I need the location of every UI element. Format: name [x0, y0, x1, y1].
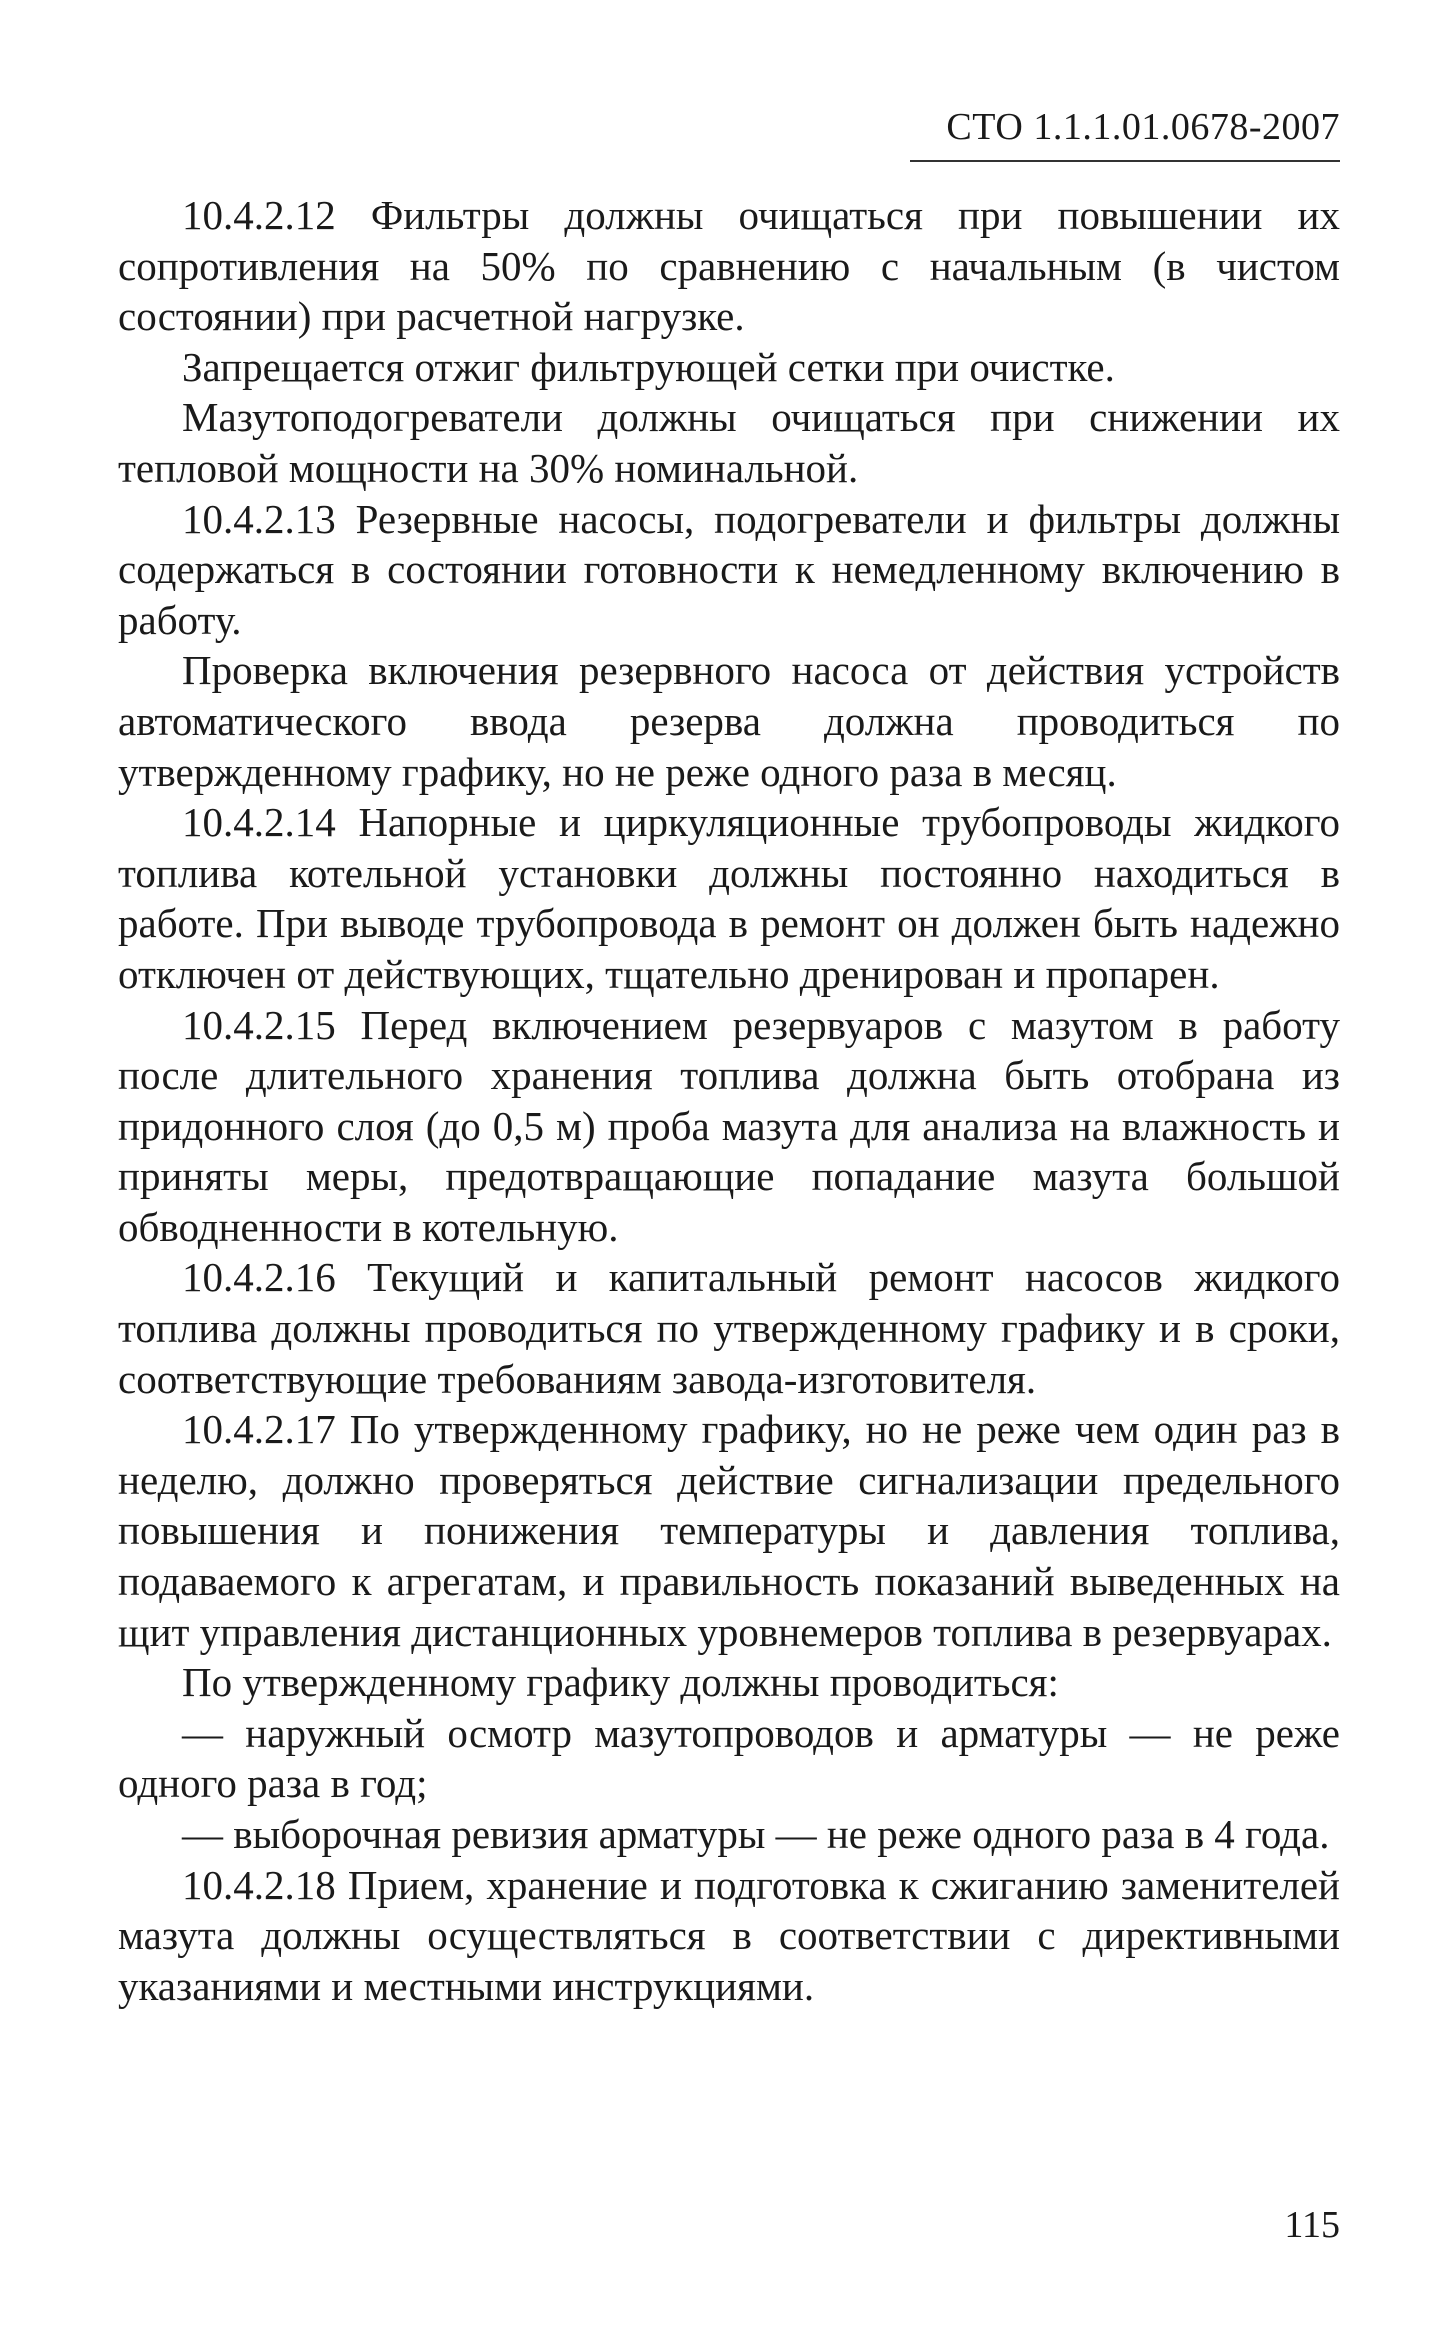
paragraph-10-4-2-16: 10.4.2.16 Текущий и капитальный ремонт насосов жидкого топлива должны проводиться по утвержденному графику и в сроки, соответствующие требованиям завода-изготовителя. [118, 1254, 1340, 1402]
document-code-header: СТО 1.1.1.01.0678-2007 [946, 106, 1340, 148]
paragraph-10-4-2-12: 10.4.2.12 Фильтры должны очищаться при повышении их сопротивления на 50% по сравнению с начальным (в чистом состоянии) при расчетной нагрузке. [118, 192, 1340, 340]
page-number: 115 [1284, 2204, 1340, 2246]
paragraph-filter-annealing-ban: Запрещается отжиг фильтрующей сетки при очистке. [182, 343, 1115, 390]
paragraph-reserve-pump-check: Проверка включения резервного насоса от действия устройств автоматического ввода резерва должна проводиться по утвержденному графику, но не реже одного раза в месяц. [118, 647, 1340, 795]
paragraph-10-4-2-15: 10.4.2.15 Перед включением резервуаров с мазутом в работу после длительного хранения топлива должна быть отобрана из придонного слоя (до 0,5 м) проба мазута для анализа на влажность и приняты меры, предотвращающие попадание мазута большой обводненности в котельную. [118, 1001, 1340, 1250]
page-body [118, 190, 1340, 2011]
list-item-valve-revision: — выборочная ревизия арматуры — не реже одного раза в 4 года. [182, 1811, 1330, 1857]
paragraph-schedule-intro: По утвержденному графику должны проводиться: [182, 1659, 1059, 1706]
paragraph-heater-cleaning: Мазутоподогреватели должны очищаться при снижении их тепловой мощности на 30% номинальной. [118, 394, 1340, 491]
header-divider [910, 160, 1340, 162]
paragraph-10-4-2-13: 10.4.2.13 Резервные насосы, подогреватели и фильтры должны содержаться в состоянии готовности к немедленному включению в работу. [118, 495, 1340, 643]
paragraph-10-4-2-14: 10.4.2.14 Напорные и циркуляционные трубопроводы жидкого топлива котельной установки должны постоянно находиться в работе. При выводе трубопровода в ремонт он должен быть надежно отключен от действующих, тщательно дренирован и пропарен. [118, 799, 1340, 997]
paragraph-10-4-2-18: 10.4.2.18 Прием, хранение и подготовка к сжиганию заменителей мазута должны осуществляться в соответствии с директивными указаниями и местными инструкциями. [118, 1861, 1340, 2009]
list-item-external-inspection: — наружный осмотр мазутопроводов и арматуры — не реже одного раза в год; [118, 1709, 1340, 1807]
paragraph-10-4-2-17: 10.4.2.17 По утвержденному графику, но не реже чем один раз в неделю, должно проверяться действие сигнализации предельного повышения и понижения температуры и давления топлива, подаваемого к агрегатам, и правильность показаний выведенных на щит управления дистанционных уровнемеров топлива в резервуарах. [118, 1406, 1340, 1655]
